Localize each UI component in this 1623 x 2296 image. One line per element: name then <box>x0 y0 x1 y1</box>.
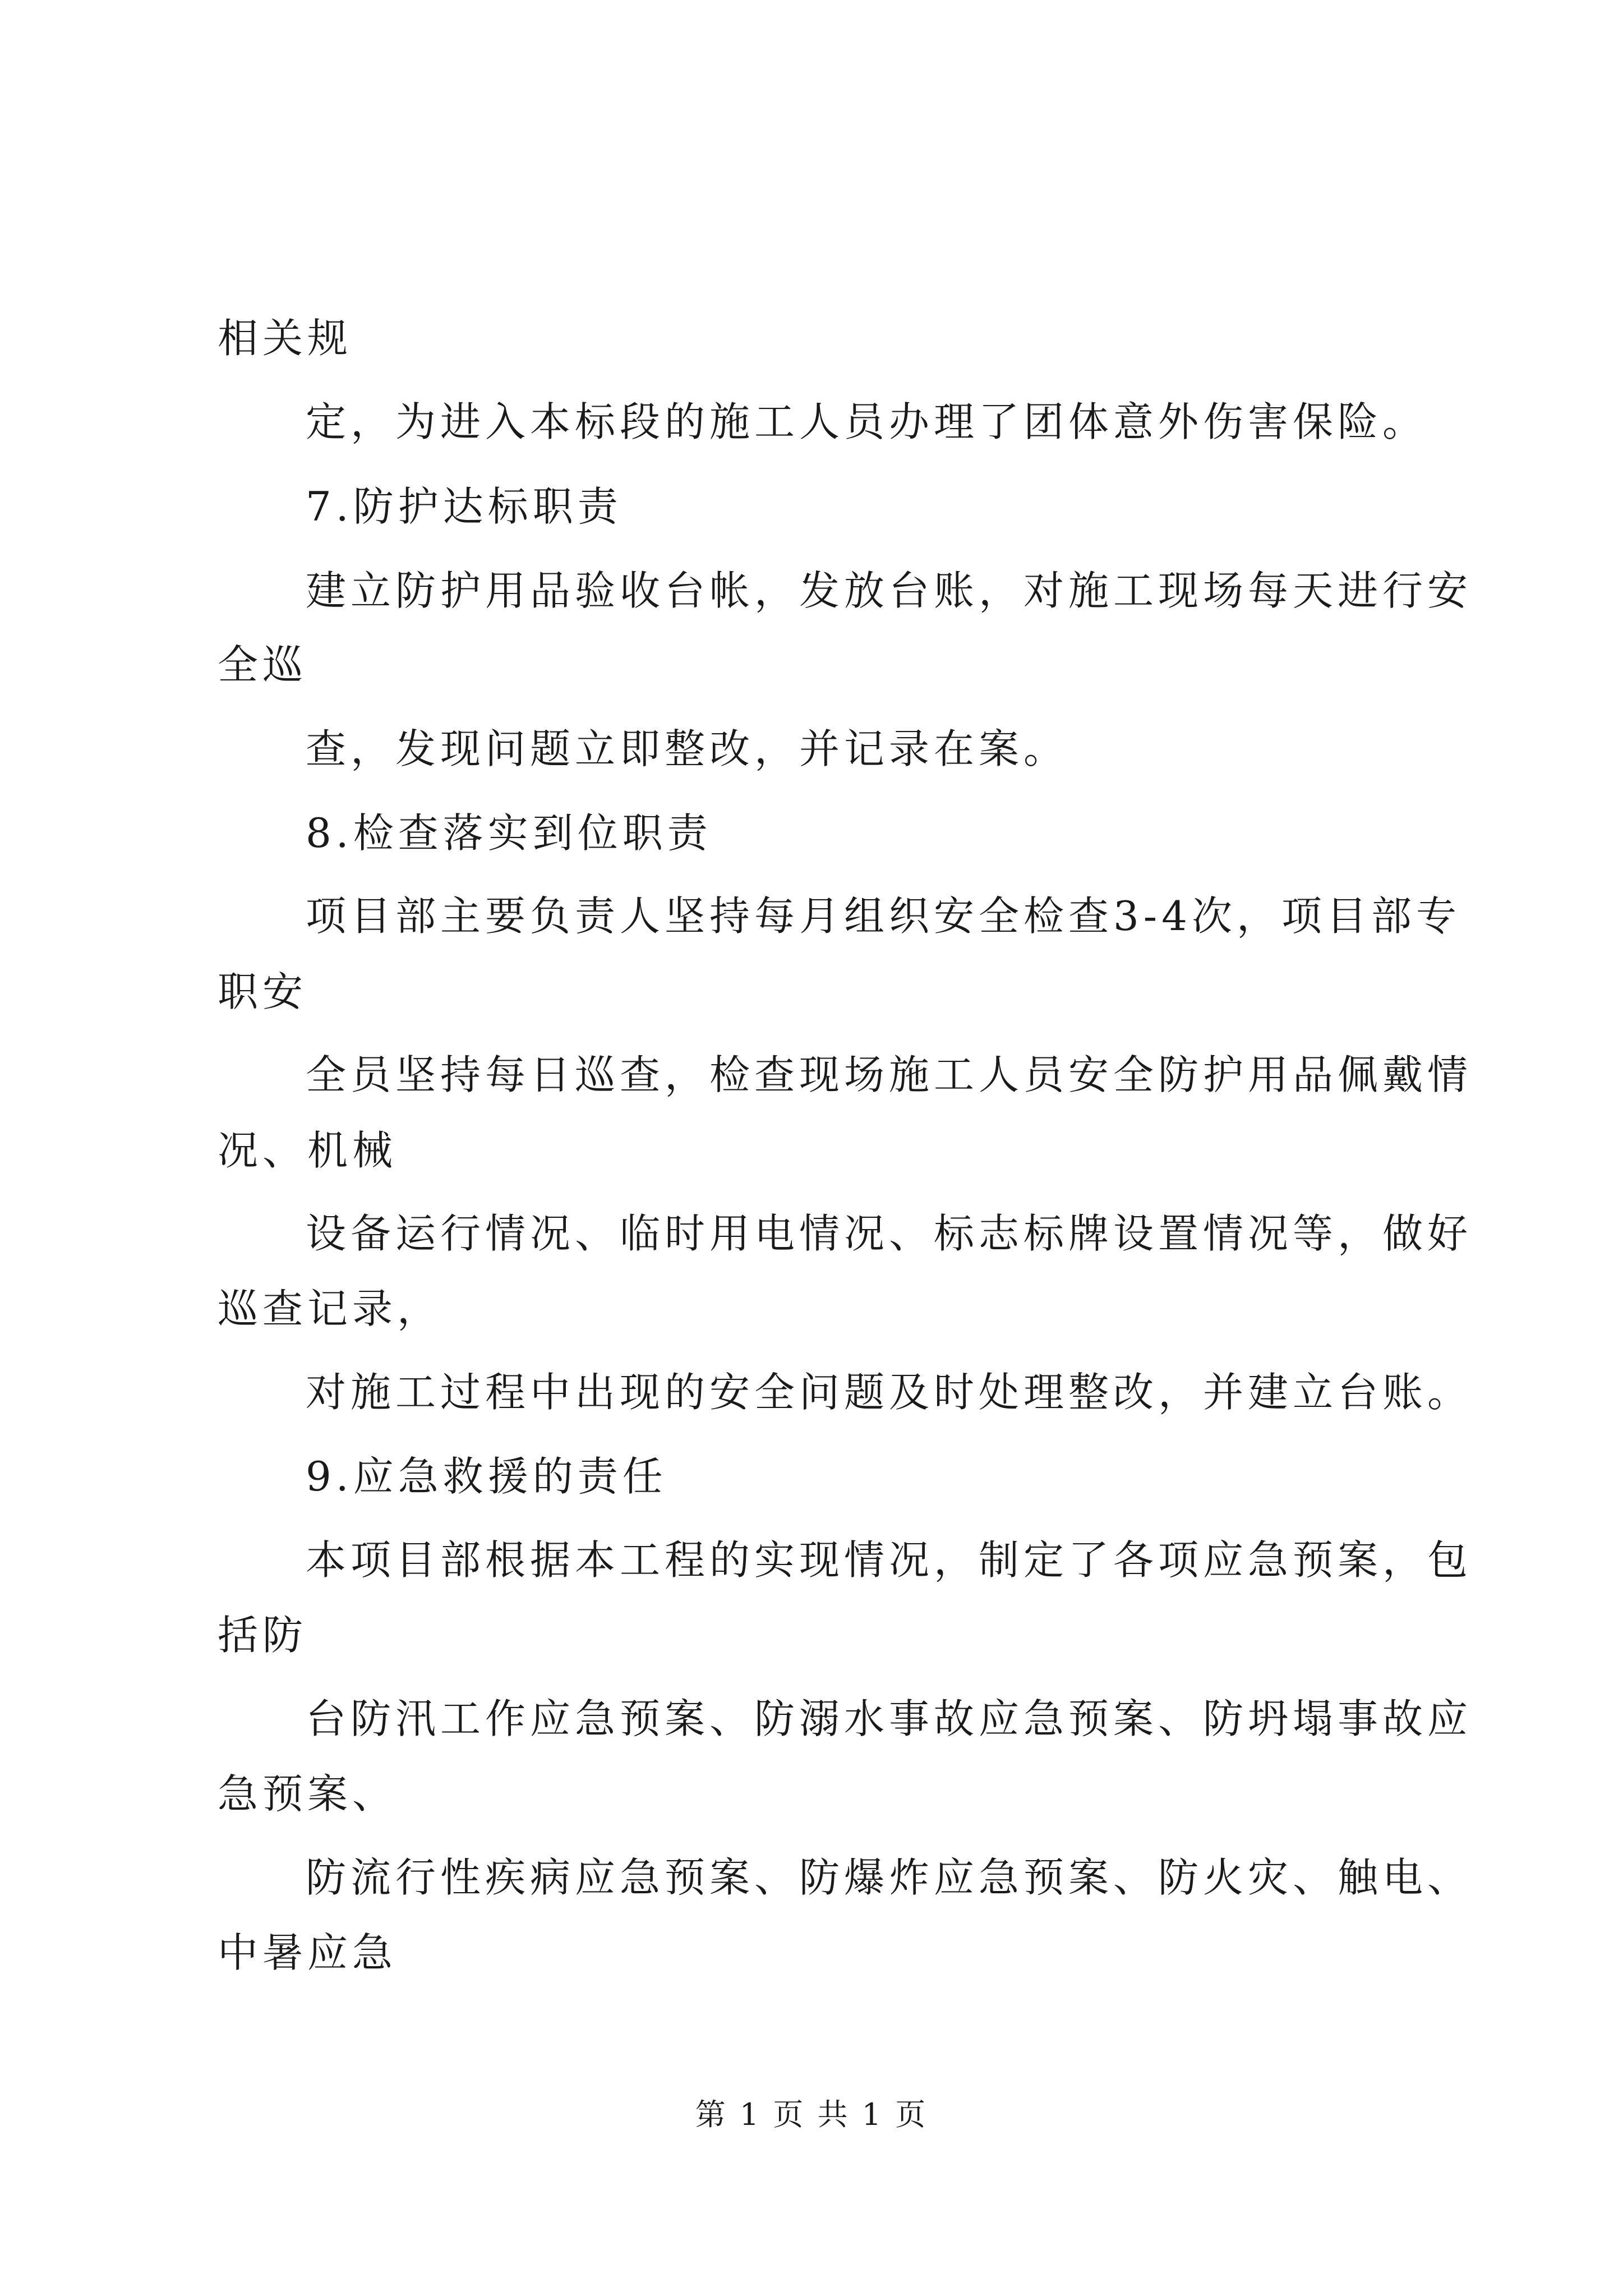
text-line: 全员坚持每日巡查，检查现场施工人员安全防护用品佩戴情 <box>306 1051 1473 1098</box>
text-line: 职安 <box>218 968 308 1015</box>
text-line: 防流行性疾病应急预案、防爆炸应急预案、防火灾、触电、 <box>306 1854 1473 1901</box>
section-heading: 8.检查落实到位职责 <box>306 809 712 857</box>
text-line: 中暑应急 <box>218 1929 398 1976</box>
text-line: 急预案、 <box>218 1770 398 1818</box>
text-line: 设备运行情况、临时用电情况、标志标牌设置情况等，做好 <box>306 1210 1473 1257</box>
text-line: 对施工过程中出现的安全问题及时处理整改，并建立台账。 <box>306 1369 1473 1416</box>
text-line: 定，为进入本标段的施工人员办理了团体意外伤害保险。 <box>306 398 1428 445</box>
section-heading: 9.应急救援的责任 <box>306 1453 667 1500</box>
text-line: 台防汛工作应急预案、防溺水事故应急预案、防坍塌事故应 <box>306 1695 1473 1742</box>
section-heading: 7.防护达标职责 <box>306 483 623 530</box>
text-line: 项目部主要负责人坚持每月组织安全检查3-4次，项目部专 <box>306 892 1461 940</box>
text-line: 相关规 <box>218 315 353 362</box>
text-line: 况、机械 <box>218 1127 398 1174</box>
text-line: 本项目部根据本工程的实现情况，制定了各项应急预案，包 <box>306 1536 1473 1584</box>
text-line: 查，发现问题立即整改，并记录在案。 <box>306 725 1069 772</box>
text-line: 全巡 <box>218 641 308 688</box>
text-line: 巡查记录， <box>218 1285 442 1332</box>
text-line: 括防 <box>218 1612 308 1659</box>
page-number-footer: 第 1 页 共 1 页 <box>695 2097 928 2132</box>
text-line: 建立防护用品验收台帐，发放台账，对施工现场每天进行安 <box>306 567 1473 614</box>
